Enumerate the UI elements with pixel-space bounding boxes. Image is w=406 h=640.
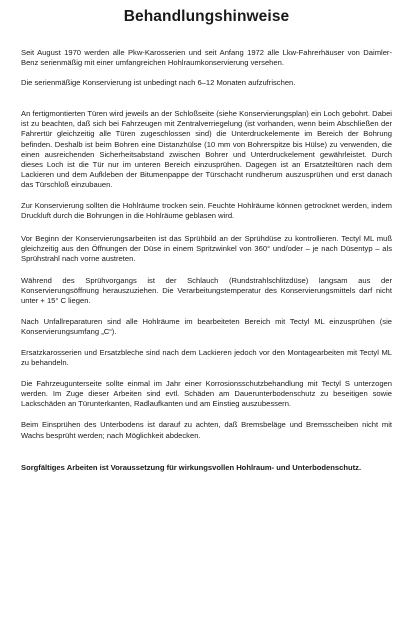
page-title: Behandlungshinweise [123, 8, 290, 25]
paragraph-intro: Seit August 1970 werden alle Pkw-Karosserien und seit Anfang 1972 alle Lkw-Fahrerhäuser von Daimler-Benz serienmäßig mit einer umfangreichen Hohlraumkonservierung versehen. [21, 48, 392, 68]
paragraph-underside: Die Fahrzeugunterseite sollte einmal im Jahr einer Korrosionsschutzbehandlung mit Tectyl S unterzogen werden. Im Zuge dieser Arbeiten sind evtl. Schäden am Dauerunterbodenschutz zu beseitigen sowie Lackschäden an Türunterkanten, Radlaufkanten und am Einstieg auszubessern. [21, 379, 392, 409]
paragraph-brakes: Beim Einsprühen des Unterbodens ist darauf zu achten, daß Bremsbeläge und Bremsscheiben nicht mit Wachs besprüht werden; nach Möglichkeit abdecken. [21, 420, 392, 440]
paragraph-accident-repair: Nach Unfallreparaturen sind alle Hohlräume im bearbeiteten Bereich mit Tectyl ML einzusprühen (sie Konservierungsumfang „C“). [21, 316, 392, 336]
paragraph-spraying: Während des Sprühvorgangs ist der Schlauch (Rundstrahlschlitzdüse) langsam aus der Konservierungsöffnung herauszuziehen. Die Verarbeitungstemperatur des Konservierungsmittels darf nicht unter + 15° C liegen. [21, 275, 392, 305]
paragraph-door-drilling: An fertigmontierten Türen wird jeweils an der Schloßseite (siehe Konservierungsplan) ein Loch gebohrt. Dabei ist zu beachten, daß sich bei Fahrzeugen mit Zentralverriegelung (ist vorhanden, wenn beim Abschließen der Fahrertür gleichzeitig alle Türen zugeschlossen sind) die Unterdruckelemente im Bereich der Bohrung befinden. Deshalb ist beim Bohren eine Distanzhülse (10 mm von Bohrerspitze bis Hülse) zu verwenden, die einen ausreichenden Sicherheitsabstand zwischen Bohrer und Unterdruckelement gewährleistet. Durch dieses Loch ist die Tür nur im unteren Bereich einzusprühen. Dagegen ist an Ersatzteiltüren nach dem Lackieren und dem Aufkleben der Bitumenpappe der Türschacht rundherum auszusprühen und erst danach das Türschloß einzubauen. [21, 109, 392, 189]
paragraph-nozzle-check: Vor Beginn der Konservierungsarbeiten ist das Sprühbild an der Sprühdüse zu kontrollieren. Tectyl ML muß gleichzeitig aus den Öffnungen der Düse in einem Spritzwinkel von 360° und/oder – je nach Düsentyp – als Sprühstrahl nach vorne austreten. [21, 234, 392, 264]
paragraph-spare-bodies: Ersatzkarosserien und Ersatzbleche sind nach dem Lackieren jedoch vor den Montagearbeiten mit Tectyl ML zu behandeln. [21, 347, 392, 368]
closing-note: Sorgfältiges Arbeiten ist Voraussetzung für wirkungsvollen Hohlraum- und Unterbodenschutz. [21, 462, 362, 472]
paragraph-drying: Zur Konservierung sollten die Hohlräume trocken sein. Feuchte Hohlräume können getrocknet werden, indem Druckluft durch die Bohrungen in die Hohlräume geblasen wird. [21, 201, 392, 221]
paragraph-refresh-interval: Die serienmäßige Konservierung ist unbedingt nach 6–12 Monaten aufzufrischen. [21, 78, 296, 88]
